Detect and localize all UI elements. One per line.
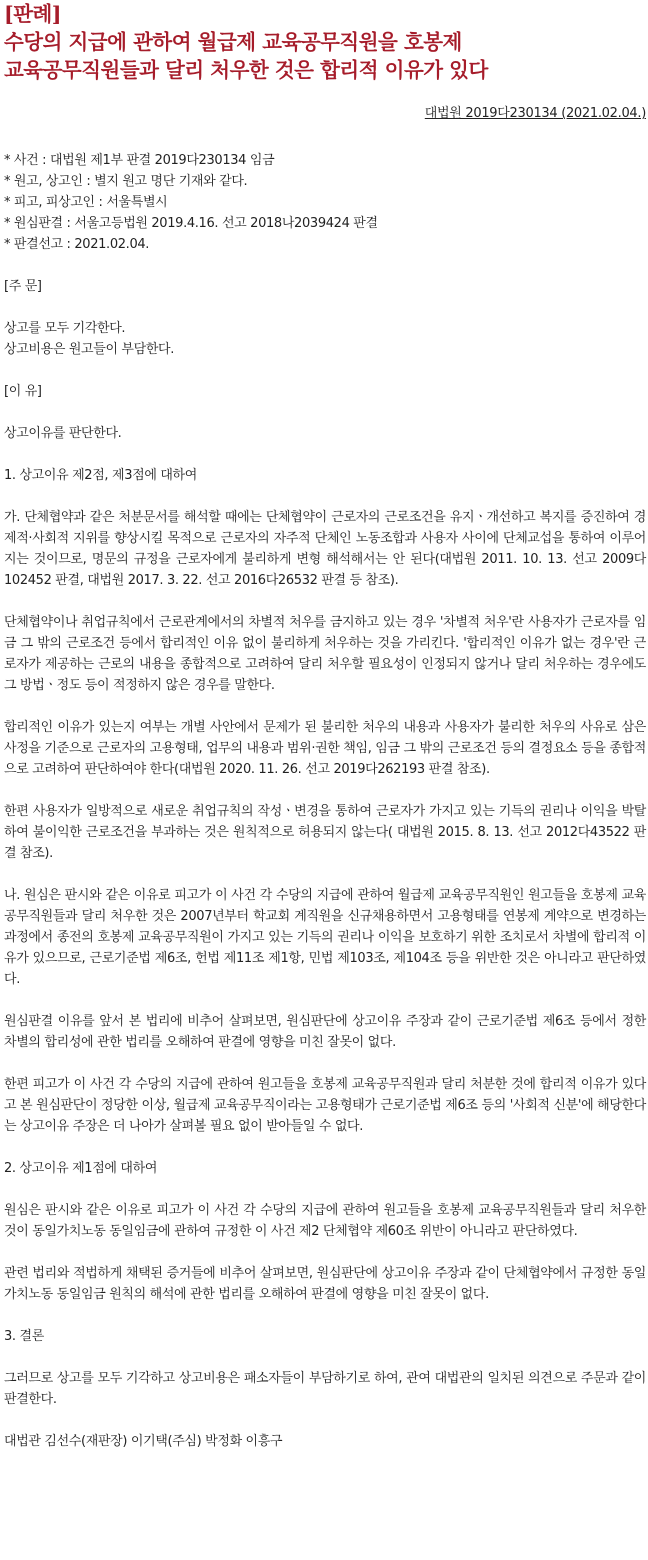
order-heading: [주 문] xyxy=(4,279,42,294)
meta-decision-date: * 판결선고 : 2021.02.04. xyxy=(4,237,150,252)
title-tag: [판례] xyxy=(4,2,62,26)
paragraph: 원심은 판시와 같은 이유로 피고가 이 사건 각 수당의 지급에 관하여 원고들을 호봉제 교육공무직원들과 달리 처우한 것이 동일가치노동 동일임금에 관하여 규정한 이 사건 제2 단체협약 제60조 위반이 아니라고 판단하였다. xyxy=(4,1203,646,1239)
meta-defendant: * 피고, 피상고인 : 서울특별시 xyxy=(4,195,168,210)
order-line: 상고비용은 원고들이 부담한다. xyxy=(4,342,175,357)
paragraph: 합리적인 이유가 있는지 여부는 개별 사안에서 문제가 된 불리한 처우의 내용과 사용자가 불리한 처우의 사유로 삼은 사정을 기준으로 근로자의 고용형태, 업무의 내용과 범위·권한 책임, 임금 그 밖의 근로조건 등의 결정요소 등을 종합적으로 고려하여 판단하여야 한다(대법원 2020. 11. 26. 선고 2019다262193 판결 참조). xyxy=(4,720,646,777)
reasons-heading: [이 유] xyxy=(4,384,42,399)
meta-case: * 사건 : 대법원 제1부 판결 2019다230134 임금 xyxy=(4,153,275,168)
paragraph: 나. 원심은 판시와 같은 이유로 피고가 이 사건 각 수당의 지급에 관하여 월급제 교육공무직원인 원고들을 호봉제 교육공무직원들과 달리 처우한 것은 2007년부터 학교회 계직원을 신규채용하면서 고용형태를 연봉제 계약으로 변경하는 과정에서 종전의 호봉제 교육공무직원이 가지고 있는 기득의 권리나 이익을 보호하기 위한 조치로서 차별에 합리적 이유가 있으므로, 근로기준법 제6조, 헌법 제11조 제1항, 민법 제103조, 제104조 등을 위반한 것은 아니라고 판단하였다. xyxy=(4,888,646,987)
reasons-intro: 상고이유를 판단한다. xyxy=(4,426,122,441)
paragraph: 관련 법리와 적법하게 채택된 증거들에 비추어 살펴보면, 원심판단에 상고이유 주장과 같이 단체협약에서 규정한 동일가치노동 동일임금 원칙의 해석에 관한 법리를 오해하여 판결에 영향을 미친 잘못이 없다. xyxy=(4,1266,646,1302)
meta-lower-court: * 원심판결 : 서울고등법원 2019.4.16. 선고 2018나2039424 판결 xyxy=(4,216,378,231)
page-title xyxy=(4,0,646,84)
case-meta xyxy=(4,150,646,255)
paragraph: 한편 사용자가 일방적으로 새로운 취업규칙의 작성ㆍ변경을 통하여 근로자가 가지고 있는 기득의 권리나 이익을 박탈하여 불이익한 근로조건을 부과하는 것은 원칙적으로 허용되지 않는다( 대법원 2015. 8. 13. 선고 2012다43522 판결 참조). xyxy=(4,804,646,861)
paragraph: 가. 단체협약과 같은 처분문서를 해석할 때에는 단체협약이 근로자의 근로조건을 유지ㆍ개선하고 복지를 증진하여 경제적·사회적 지위를 향상시킬 목적으로 근로자의 자주적 단체인 노동조합과 사용자 사이에 단체교섭을 통하여 이루어지는 것이므로, 명문의 규정을 근로자에게 불리하게 변형 해석해서는 안 된다(대법원 2011. 10. 13. 선고 2009다102452 판결, 대법원 2017. 3. 22. 선고 2016다26532 판결 등 참조). xyxy=(4,510,646,588)
paragraph: 단체협약이나 취업규칙에서 근로관계에서의 차별적 처우를 금지하고 있는 경우 '차별적 처우'란 사용자가 근로자를 임금 그 밖의 근로조건 등에서 합리적인 이유 없이 불리하게 처우하는 것을 가리킨다. '합리적인 이유가 없는 경우'란 근로자가 제공하는 근로의 내용을 종합적으로 고려하여 달리 처우할 필요성이 인정되지 않거나 달리 처우하는 경우에도 그 방법ㆍ정도 등이 적정하지 않은 경우를 말한다. xyxy=(4,615,646,693)
meta-plaintiff: * 원고, 상고인 : 별지 원고 명단 기재와 같다. xyxy=(4,174,248,189)
title-line-1: 수당의 지급에 관하여 월급제 교육공무직원을 호봉제 xyxy=(4,30,462,54)
section-2-heading: 2. 상고이유 제1점에 대하여 xyxy=(4,1161,158,1176)
section-1-heading: 1. 상고이유 제2점, 제3점에 대하여 xyxy=(4,468,197,483)
paragraph: 한편 피고가 이 사건 각 수당의 지급에 관하여 원고들을 호봉제 교육공무직원과 달리 처분한 것에 합리적 이유가 있다고 본 원심판단이 정당한 이상, 월급제 교육공무직이라는 고용형태가 근로기준법 제6조 등의 '사회적 신분'에 해당한다는 상고이유 주장은 더 나아가 살펴볼 필요 없이 받아들일 수 없다. xyxy=(4,1077,646,1134)
case-reference: 대법원 2019다230134 (2021.02.04.) xyxy=(424,106,646,121)
order-line: 상고를 모두 기각한다. xyxy=(4,321,126,336)
paragraph: 원심판결 이유를 앞서 본 법리에 비추어 살펴보면, 원심판단에 상고이유 주장과 같이 근로기준법 제6조 등에서 정한 차별의 합리성에 관한 법리를 오해하여 판결에 영향을 미친 잘못이 없다. xyxy=(4,1014,646,1050)
section-3-heading: 3. 결론 xyxy=(4,1329,44,1344)
paragraph: 그러므로 상고를 모두 기각하고 상고비용은 패소자들이 부담하기로 하여, 관여 대법관의 일치된 의견으로 주문과 같이 판결한다. xyxy=(4,1371,646,1407)
justices-signature: 대법관 김선수(재판장) 이기택(주심) 박정화 이흥구 xyxy=(4,1434,283,1449)
title-line-2: 교육공무직원들과 달리 처우한 것은 합리적 이유가 있다 xyxy=(4,58,488,82)
